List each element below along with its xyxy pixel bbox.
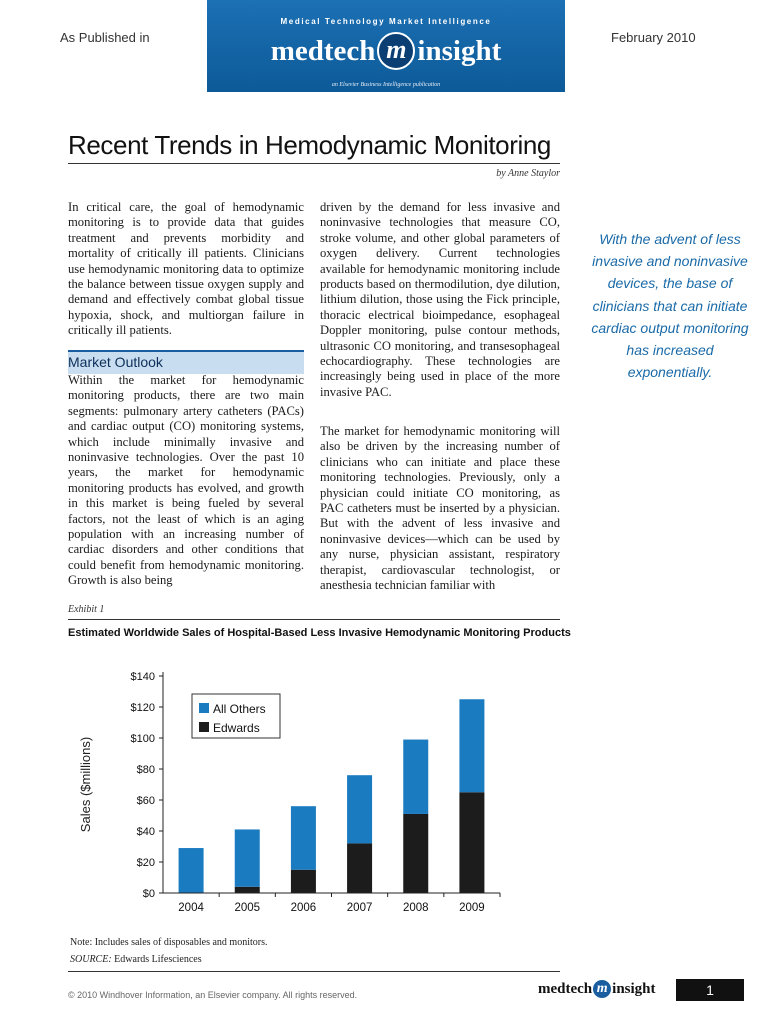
- bar-all-others-2004: [179, 848, 204, 893]
- bar-edwards-2008: [403, 814, 428, 893]
- exhibit-note: Note: Includes sales of disposables and monitors.: [70, 937, 268, 948]
- bar-all-others-2006: [291, 806, 316, 870]
- bar-all-others-2008: [403, 740, 428, 814]
- source-divider: [68, 971, 560, 972]
- banner-tagline: Medical Technology Market Intelligence: [280, 17, 492, 26]
- masthead-logo: [207, 32, 565, 70]
- exhibit-title: Estimated Worldwide Sales of Hospital-Based Less Invasive Hemodynamic Monitoring Products: [68, 627, 571, 639]
- legend-swatch-all-others: [199, 703, 209, 713]
- y-tick-label: $0: [142, 888, 155, 900]
- y-axis: [131, 671, 163, 900]
- y-axis-label: Sales ($millions): [78, 736, 93, 833]
- source-label: SOURCE:: [70, 954, 112, 965]
- intro-paragraph: [68, 200, 304, 339]
- article-title: Recent Trends in Hemodynamic Monitoring: [68, 130, 551, 160]
- copyright-notice: © 2010 Windhover Information, an Elsevier company. All rights reserved.: [68, 990, 358, 1000]
- y-tick-label: $20: [136, 857, 155, 869]
- bar-all-others-2007: [347, 775, 372, 843]
- technologies-paragraph: [320, 200, 560, 400]
- x-tick-label: 2006: [290, 902, 317, 914]
- masthead-banner: [207, 0, 565, 92]
- clinicians-paragraph: [320, 424, 560, 593]
- y-tick-label: $140: [130, 671, 155, 683]
- market-paragraph-text: Within the market for hemodynamic monitoring products, there are two main segments: pulmonary artery catheters (PACs) and cardiac output (CO) monitoring systems, which include minimally invasive and noninvasive technologies. Over the past 10 years, the market for hemodynamic monitoring products has evolved, and growth in this market is being fueled by several factors, not the least of which is an aging population with an increasing number of cardiac disorders and other conditions that could benefit from hemodynamic monitoring. Growth is also being: [68, 373, 304, 588]
- chart-legend: [192, 694, 280, 738]
- x-tick-label: 2004: [178, 902, 204, 914]
- source-text: Edwards Lifesciences: [111, 954, 202, 965]
- x-tick-label: 2009: [459, 902, 485, 914]
- legend-label: Edwards: [213, 721, 260, 735]
- y-tick-label: $120: [130, 702, 155, 714]
- footer-logo-mark-icon: m: [593, 980, 611, 998]
- y-tick-label: $60: [136, 795, 155, 807]
- published-in-label: As Published in: [60, 30, 150, 45]
- byline: by Anne Staylor: [496, 168, 560, 179]
- legend-swatch-edwards: [199, 722, 209, 732]
- footer-logo-right: insight: [612, 980, 656, 997]
- sales-bar-chart: [60, 660, 510, 935]
- exhibit-divider: [68, 619, 560, 620]
- x-tick-label: 2008: [402, 902, 429, 914]
- bar-edwards-2005: [235, 887, 260, 893]
- legend-label: All Others: [213, 702, 266, 716]
- market-paragraph: [68, 373, 304, 589]
- y-tick-label: $80: [136, 764, 155, 776]
- exhibit-label: Exhibit 1: [68, 604, 105, 615]
- bar-edwards-2006: [291, 870, 316, 893]
- bar-all-others-2009: [459, 699, 484, 792]
- page-number: 1: [676, 979, 744, 1001]
- clinicians-paragraph-text: The market for hemodynamic monitoring will also be driven by the increasing number of clinicians who can initiate and place these monitoring technologies. Previously, only a physician could initiate CO monitoring, as PAC catheters must be inserted by a physician. But with the advent of less invasive and noninvasive devices—which can be used by any nurse, physician assistant, respiratory therapist, cardiovascular technologist, or anesthesia technician familiar with: [320, 424, 560, 593]
- bar-edwards-2009: [459, 792, 484, 893]
- footer-logo: [538, 980, 656, 998]
- issue-date: February 2010: [611, 30, 696, 45]
- logo-mark-icon: m: [377, 32, 415, 70]
- x-tick-label: 2007: [346, 902, 373, 914]
- x-tick-label: 2005: [234, 902, 261, 914]
- intro-paragraph-text: In critical care, the goal of hemodynamic monitoring is to provide data that guides treatment and prevents morbidity and mortality of critically ill patients. Clinicians use hemodynamic monitoring data to optimize the balance between tissue oxygen supply and demand and effectively combat global tissue hypoxia, shock, and multiorgan failure in critically ill patients.: [68, 200, 304, 338]
- y-tick-label: $100: [130, 733, 155, 745]
- bar-edwards-2007: [347, 843, 372, 893]
- exhibit-source: [70, 954, 202, 965]
- logo-text-left: medtech: [270, 34, 376, 67]
- logo-text-right: insight: [417, 34, 502, 67]
- technologies-paragraph-text: driven by the demand for less invasive and noninvasive technologies that measure CO, stroke volume, and other global parameters of oxygen delivery. Current technologies available for hemodynamic monitoring include products based on thermodilution, dye dilution, lithium dilution, those using the Fick principle, thoracic electrical bioimpedance, esophageal Doppler monitoring, pulse contour methods, ultrasonic CO monitoring, and transesophageal echocardiography. These technologies are increasingly being used in place of the more invasive PAC.: [320, 200, 560, 399]
- x-axis: [163, 893, 500, 914]
- banner-subtitle: an Elsevier Business Intelligence publication: [331, 82, 441, 88]
- title-divider: [68, 163, 560, 164]
- market-outlook-heading-text: Market Outlook: [68, 354, 163, 370]
- market-outlook-heading: [68, 350, 304, 374]
- y-tick-label: $40: [136, 826, 155, 838]
- pull-quote: With the advent of less invasive and noninvasive devices, the base of clinicians that can initiate cardiac output monitoring has increased exponentially.: [591, 231, 749, 381]
- footer-logo-left: medtech: [538, 980, 593, 997]
- bar-all-others-2005: [235, 829, 260, 886]
